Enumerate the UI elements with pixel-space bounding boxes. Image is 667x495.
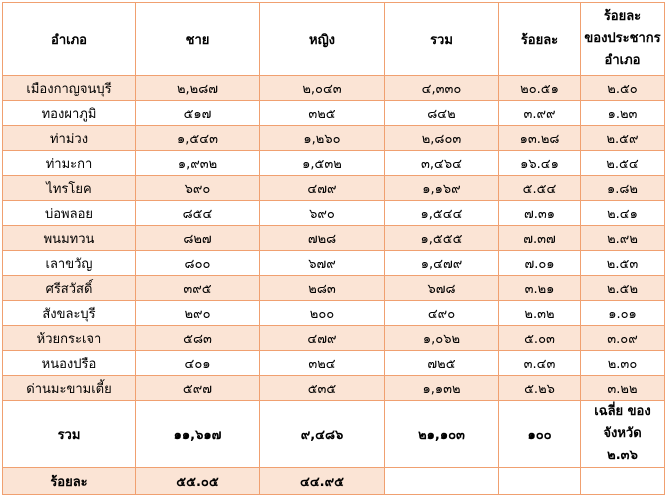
cell-female: ๒๐๐ [260, 301, 385, 326]
cell-female: ๔๗๙ [260, 326, 385, 351]
cell-total: ๔๙๐ [385, 301, 499, 326]
cell-percent: ๕.๕๔ [499, 176, 581, 201]
table-row [3, 326, 665, 351]
table-row [3, 201, 665, 226]
table-row [3, 151, 665, 176]
cell-district: ท่าม่วง [3, 126, 136, 151]
cell-percent: ๕.๐๓ [499, 326, 581, 351]
table-row [3, 76, 665, 101]
cell-share: ๒.๓๐ [581, 351, 665, 376]
header-total: รวม [385, 3, 499, 76]
cell-district: ห้วยกระเจา [3, 326, 136, 351]
cell-percent: ๓.๒๑ [499, 276, 581, 301]
cell-district: ศรีสวัสดิ์ [3, 276, 136, 301]
cell-share: ๑.๒๓ [581, 101, 665, 126]
cell-female: ๕๓๕ [260, 376, 385, 401]
cell-female: ๖๙๐ [260, 201, 385, 226]
cell-total: ๑,๐๖๒ [385, 326, 499, 351]
cell-percent: ๗.๓๑ [499, 201, 581, 226]
cell-total: ๒,๘๐๓ [385, 126, 499, 151]
cell-district: เมืองกาญจนบุรี [3, 76, 136, 101]
cell-share: ๑.๘๒ [581, 176, 665, 201]
cell-male: ๕๘๓ [136, 326, 260, 351]
total-row [3, 401, 665, 468]
table-row [3, 226, 665, 251]
percent-blank [499, 468, 581, 495]
percent-blank [385, 468, 499, 495]
cell-female: ๑,๒๖๐ [260, 126, 385, 151]
total-female: ๙,๔๘๖ [260, 401, 385, 468]
table-row [3, 251, 665, 276]
cell-share: ๒.๕๒ [581, 276, 665, 301]
cell-percent: ๗.๐๑ [499, 251, 581, 276]
cell-total: ๖๗๘ [385, 276, 499, 301]
cell-district: ทองผาภูมิ [3, 101, 136, 126]
table-row [3, 351, 665, 376]
cell-male: ๒,๒๘๗ [136, 76, 260, 101]
cell-total: ๑,๕๔๔ [385, 201, 499, 226]
cell-share: ๑.๐๑ [581, 301, 665, 326]
cell-district: หนองปรือ [3, 351, 136, 376]
cell-total: ๑,๑๓๒ [385, 376, 499, 401]
cell-male: ๓๙๕ [136, 276, 260, 301]
total-male: ๑๑,๖๑๗ [136, 401, 260, 468]
header-female: หญิง [260, 3, 385, 76]
cell-male: ๔๐๑ [136, 351, 260, 376]
cell-district: เลาขวัญ [3, 251, 136, 276]
cell-percent: ๑๓.๒๘ [499, 126, 581, 151]
cell-percent: ๓.๙๙ [499, 101, 581, 126]
table-row [3, 101, 665, 126]
cell-total: ๗๒๕ [385, 351, 499, 376]
cell-total: ๘๔๒ [385, 101, 499, 126]
cell-total: ๔,๓๓๐ [385, 76, 499, 101]
table-row [3, 176, 665, 201]
cell-female: ๒๘๓ [260, 276, 385, 301]
cell-female: ๒,๐๔๓ [260, 76, 385, 101]
cell-female: ๔๗๙ [260, 176, 385, 201]
cell-total: ๑,๑๖๙ [385, 176, 499, 201]
cell-female: ๓๒๕ [260, 101, 385, 126]
cell-percent: ๒๐.๕๑ [499, 76, 581, 101]
cell-share: ๒.๕๔ [581, 151, 665, 176]
cell-percent: ๕.๒๖ [499, 376, 581, 401]
cell-district: พนมทวน [3, 226, 136, 251]
percent-row [3, 468, 665, 495]
cell-share: ๒.๔๑ [581, 201, 665, 226]
total-avg: เฉลี่ย ของจังหวัด ๒.๓๖ [581, 401, 665, 468]
cell-total: ๑,๕๕๕ [385, 226, 499, 251]
cell-percent: ๒.๓๒ [499, 301, 581, 326]
total-percent: ๑๐๐ [499, 401, 581, 468]
cell-male: ๘๒๗ [136, 226, 260, 251]
cell-district: ท่ามะกา [3, 151, 136, 176]
percent-blank [581, 468, 665, 495]
cell-female: ๗๒๘ [260, 226, 385, 251]
cell-male: ๘๐๐ [136, 251, 260, 276]
total-total: ๒๑,๑๐๓ [385, 401, 499, 468]
table-row [3, 276, 665, 301]
percent-female: ๔๔.๙๕ [260, 468, 385, 495]
cell-female: ๓๒๔ [260, 351, 385, 376]
cell-male: ๕๙๗ [136, 376, 260, 401]
table-row [3, 126, 665, 151]
cell-district: ด่านมะขามเตี้ย [3, 376, 136, 401]
population-table [2, 2, 665, 495]
cell-share: ๒.๙๒ [581, 226, 665, 251]
cell-male: ๘๕๔ [136, 201, 260, 226]
cell-district: บ่อพลอย [3, 201, 136, 226]
total-label: รวม [3, 401, 136, 468]
cell-share: ๒.๕๐ [581, 76, 665, 101]
cell-percent: ๑๖.๔๑ [499, 151, 581, 176]
cell-male: ๕๑๗ [136, 101, 260, 126]
header-male: ชาย [136, 3, 260, 76]
header-row [3, 3, 665, 76]
cell-female: ๑,๕๓๒ [260, 151, 385, 176]
cell-male: ๒๙๐ [136, 301, 260, 326]
cell-male: ๑,๕๔๓ [136, 126, 260, 151]
table-row [3, 301, 665, 326]
cell-male: ๖๙๐ [136, 176, 260, 201]
cell-district: สังขละบุรี [3, 301, 136, 326]
table-row [3, 376, 665, 401]
header-district: อำเภอ [3, 3, 136, 76]
cell-share: ๓.๐๙ [581, 326, 665, 351]
cell-share: ๒.๕๙ [581, 126, 665, 151]
header-share: ร้อยละ ของประชากร อำเภอ [581, 3, 665, 76]
header-percent: ร้อยละ [499, 3, 581, 76]
cell-share: ๓.๒๒ [581, 376, 665, 401]
cell-share: ๒.๕๓ [581, 251, 665, 276]
cell-percent: ๓.๔๓ [499, 351, 581, 376]
cell-total: ๑,๔๗๙ [385, 251, 499, 276]
cell-district: ไทรโยค [3, 176, 136, 201]
cell-percent: ๗.๓๗ [499, 226, 581, 251]
percent-label: ร้อยละ [3, 468, 136, 495]
cell-total: ๓,๔๖๔ [385, 151, 499, 176]
percent-male: ๕๕.๐๕ [136, 468, 260, 495]
cell-male: ๑,๙๓๒ [136, 151, 260, 176]
cell-female: ๖๗๙ [260, 251, 385, 276]
